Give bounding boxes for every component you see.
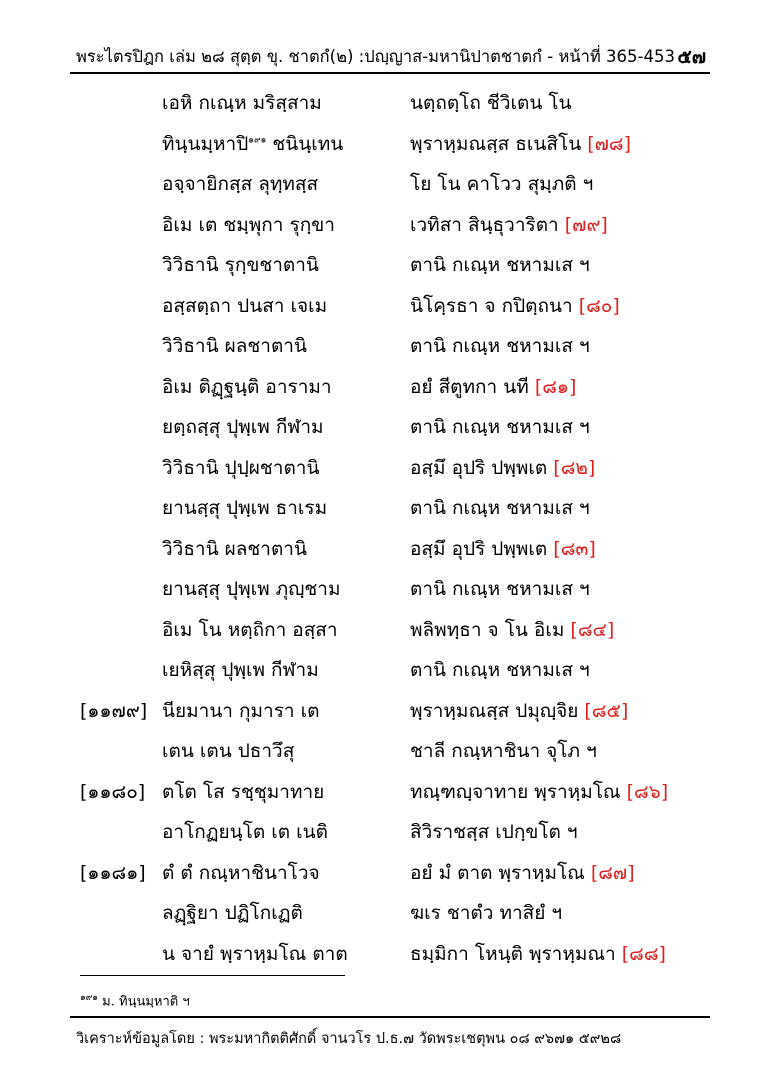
verse-reference-number: [๗๙] <box>564 213 608 236</box>
verse-line <box>0 202 770 242</box>
verse-line <box>0 161 770 201</box>
verse-left-text: อิเม เต ชมฺพุกา รุกฺขา <box>162 213 335 236</box>
verse-left-half <box>162 858 320 888</box>
footnote-reference: ๑๙๑ <box>248 135 267 146</box>
verse-reference-number: [๘๔] <box>570 618 615 641</box>
verse-left-text: อสฺสตฺถา ปนสา เจเม <box>162 294 328 317</box>
verse-right-text: อยํ สีตูทกา นที <box>410 375 535 398</box>
verse-right-half <box>410 696 628 726</box>
verse-right-half <box>410 858 635 888</box>
verse-line <box>0 688 770 728</box>
verse-right-half <box>410 615 614 645</box>
verse-left-half <box>162 817 328 847</box>
verse-reference-number: [๘๕] <box>584 699 629 722</box>
verse-line <box>0 728 770 768</box>
verse-right-half <box>410 250 590 280</box>
verse-left-half <box>162 372 332 402</box>
verse-left-text: วิวิธานิ ผลชาตานิ <box>162 335 307 357</box>
page-number: ๕๗ <box>677 46 706 68</box>
verse-line <box>0 445 770 485</box>
verse-right-text: นตฺถตฺโถ ชีวิเตน โน <box>410 92 572 114</box>
verse-line <box>0 607 770 647</box>
verse-reference-number: [๘๖] <box>626 780 669 803</box>
verse-right-text: ตานิ กเณฺห ชหามเส ฯ <box>410 416 590 438</box>
verse-left-half <box>162 777 324 807</box>
verse-reference-number: [๘๒] <box>553 456 596 479</box>
verse-right-half <box>410 939 666 969</box>
page-title: พระไตรปิฎก เล่ม ๒๘ สุตฺต ขุ. ชาตกํ(๒) :ปญฺญาส-มหานิปาตชาตกํ - หน้าที่ 365-453 <box>76 47 675 66</box>
verse-left-half <box>162 534 307 564</box>
verse-line <box>0 121 770 161</box>
verse-reference-number: [๘๗] <box>590 861 635 884</box>
footnote-divider <box>80 975 345 976</box>
verse-left-half <box>162 574 340 604</box>
verse-number: [๑๑๘๐] <box>80 780 146 803</box>
verse-left-half <box>162 453 319 483</box>
page-header <box>70 40 710 74</box>
verse-left-text: นียมานา กุมารา เต <box>162 699 320 722</box>
verse-right-text: ตานิ กเณฺห ชหามเส ฯ <box>410 254 590 276</box>
verse-left-text: ยตฺถสฺสุ ปุพฺเพ กีฬาม <box>162 416 324 438</box>
verse-left-text: ยานสฺสุ ปุพฺเพ ธาเรม <box>162 497 328 519</box>
verse-left-half <box>162 88 322 118</box>
verse-right-text: นิโคฺรธา จ กปิตฺถนา <box>410 294 579 317</box>
verse-right-half <box>410 898 562 928</box>
verse-right-half <box>410 412 590 442</box>
verse-left-text: อจฺจายิกสฺส ลุทฺทสฺส <box>162 173 319 195</box>
verse-right-text: พฺราหฺมณสฺส ปมุญฺจิย <box>410 699 585 722</box>
verse-left-half <box>162 291 327 321</box>
verse-left-text: ทินฺนมฺหาปิ <box>162 132 249 155</box>
verse-left-text: ตโต โส รชฺชุมาทาย <box>162 780 325 803</box>
verse-line <box>0 283 770 323</box>
verse-left-half <box>162 898 303 928</box>
verse-line <box>0 809 770 849</box>
verse-left-half <box>162 210 335 240</box>
verse-right-half <box>410 372 576 402</box>
verse-line <box>0 647 770 687</box>
verse-right-text: ธมฺมิกา โหนฺติ พฺราหฺมณา <box>410 942 622 965</box>
verse-left-half <box>162 939 348 969</box>
verse-right-half <box>410 453 595 483</box>
verse-left-half <box>162 129 343 159</box>
footer-credit: วิเคราะห์ข้อมูลโดย : พระมหากิตติศักดิ์ จานวโร ป.ธ.๗ วัดพระเชตุพน ๐๘ ๙๖๗๑ ๕๙๒๘ <box>76 1031 622 1047</box>
verse-right-half <box>410 88 572 118</box>
footnote <box>80 990 190 1011</box>
verse-left-half <box>162 493 327 523</box>
verse-left-text: เยหิสฺสุ ปุพฺเพ กีฬาม <box>162 659 319 681</box>
verse-right-text: พลิพทฺธา จ โน อิเม <box>410 618 571 641</box>
verse-right-half <box>410 655 590 685</box>
verse-right-text: โย โน คาโวว สุมฺภติ ฯ <box>410 173 594 195</box>
verse-left-half <box>162 412 324 442</box>
verse-left-text: อาโกฏยนฺโต เต เนติ <box>162 821 328 843</box>
verse-line <box>0 364 770 404</box>
verse-reference-number: [๗๘] <box>587 132 631 155</box>
verse-right-half <box>410 169 593 199</box>
footnote-mark: ๑๙๑ <box>80 993 99 1003</box>
verse-left-text: ยานสฺสุ ปุพฺเพ ภุญฺชาม <box>162 578 341 600</box>
verse-line <box>0 769 770 809</box>
verse-left-text: เตน เตน ปธาวึสุ <box>162 740 295 762</box>
verse-right-text: ชาลี กณฺหาชินา จุโภ ฯ <box>410 740 597 762</box>
verse-right-half <box>410 291 620 321</box>
verse-line <box>0 323 770 363</box>
verse-line <box>0 526 770 566</box>
verse-line <box>0 80 770 120</box>
verse-right-half <box>410 129 631 159</box>
verse-right-text: ทณฺฑญฺจาทาย พฺราหฺมโณ <box>410 780 627 803</box>
verse-line <box>0 404 770 444</box>
verse-right-half <box>410 331 590 361</box>
verse-left-half <box>162 736 294 766</box>
verse-right-text: อสฺมึ อุปริ ปพฺพเต <box>410 537 554 560</box>
verse-left-text: ลฏฺฐิยา ปฏิโกเฏติ <box>162 902 303 924</box>
verse-left-text: ตํ ตํ กณฺหาชินาโวจ <box>162 861 320 884</box>
verse-line <box>0 850 770 890</box>
verse-reference-number: [๘๘] <box>621 942 666 965</box>
verse-left-text: วิวิธานิ ปุปฺผชาตานิ <box>162 456 320 479</box>
verse-number: [๑๑๘๑] <box>80 861 146 884</box>
verse-line <box>0 566 770 606</box>
verse-right-half <box>410 777 668 807</box>
verse-left-text: น จายํ พฺราหฺมโณ ตาต <box>162 942 348 965</box>
verse-line <box>0 890 770 930</box>
verse-right-half <box>410 817 578 847</box>
verse-reference-number: [๘๐] <box>578 294 620 317</box>
verse-left-text: วิวิธานิ ผลชาตานิ <box>162 537 307 560</box>
verse-right-text: เวทิสา สินฺธุวาริตา <box>410 213 565 236</box>
verse-left-half <box>162 331 307 361</box>
verse-left-half <box>162 169 318 199</box>
verse-right-text: ฆเร ชาตํว ทาสิยํ ฯ <box>410 902 563 924</box>
verse-right-half <box>410 534 596 564</box>
verse-left-text-cont: ชนินฺเทน <box>266 132 344 155</box>
verse-right-half <box>410 493 590 523</box>
verse-line <box>0 242 770 282</box>
verse-right-text: ตานิ กเณฺห ชหามเส ฯ <box>410 335 590 357</box>
verse-left-text: อิเม ติฏฺฐนฺติ อารามา <box>162 375 332 398</box>
verse-left-text: วิวิธานิ รุกฺขชาตานิ <box>162 254 319 276</box>
verse-right-text: ตานิ กเณฺห ชหามเส ฯ <box>410 497 590 519</box>
verse-reference-number: [๘๑] <box>534 375 577 398</box>
verse-right-text: ตานิ กเณฺห ชหามเส ฯ <box>410 578 590 600</box>
verse-right-text: อสฺมึ อุปริ ปพฺพเต <box>410 456 554 479</box>
verse-left-half <box>162 696 319 726</box>
verse-right-half <box>410 210 608 240</box>
page-footer <box>70 1016 710 1054</box>
verse-right-text: อยํ มํ ตาต พฺราหฺมโณ <box>410 861 591 884</box>
verse-right-half <box>410 736 597 766</box>
verse-left-half <box>162 615 338 645</box>
verse-line <box>0 931 770 971</box>
verse-line <box>0 485 770 525</box>
verse-left-half <box>162 250 319 280</box>
verse-right-text: สิวิราชสฺส เปกฺขโต ฯ <box>410 821 578 843</box>
verse-number: [๑๑๗๙] <box>80 699 148 722</box>
verse-right-text: ตานิ กเณฺห ชหามเส ฯ <box>410 659 590 681</box>
verse-left-text: เอหิ กเณฺห มริสฺสาม <box>162 92 322 114</box>
footnote-text: ม. ทินฺนมฺหาติ ฯ <box>98 994 190 1010</box>
verse-left-half <box>162 655 319 685</box>
verse-right-half <box>410 574 590 604</box>
verse-left-text: อิเม โน หตฺถิกา อสฺสา <box>162 618 338 641</box>
verse-right-text: พฺราหฺมณสฺส ธเนสิโน <box>410 132 588 155</box>
verse-reference-number: [๘๓] <box>553 537 596 560</box>
